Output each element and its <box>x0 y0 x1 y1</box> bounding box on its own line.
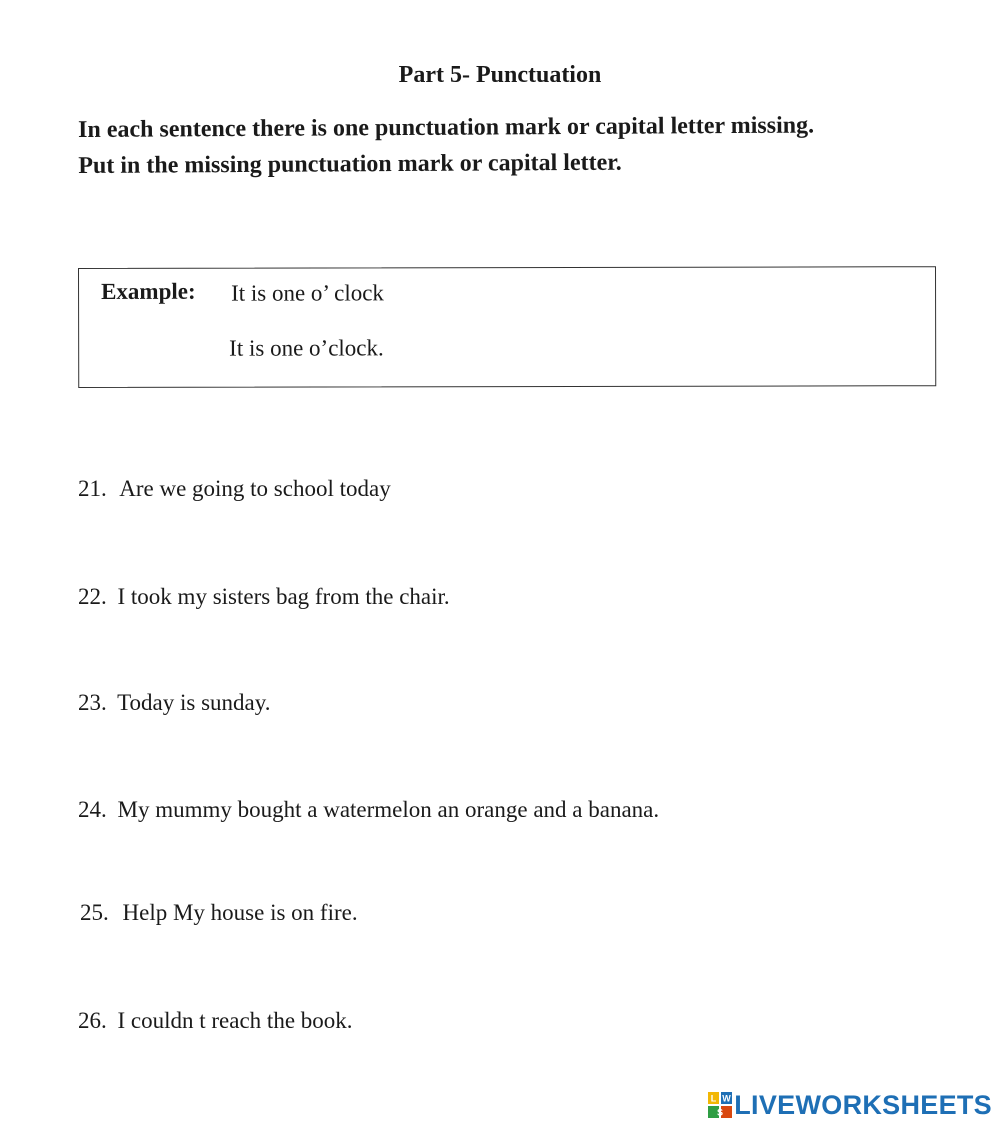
liveworksheets-watermark[interactable] <box>708 1087 992 1123</box>
question-text[interactable]: I took my sisters bag from the chair. <box>117 584 450 609</box>
question-text[interactable]: My mummy bought a watermelon an orange and a banana. <box>117 797 660 822</box>
svg-text:S: S <box>717 1107 724 1118</box>
question-number: 21. <box>78 476 107 501</box>
question-23 <box>78 690 271 716</box>
question-number: 23. <box>78 690 107 715</box>
question-text[interactable]: Today is sunday. <box>117 690 271 715</box>
question-text[interactable]: Help My house is on fire. <box>122 900 358 925</box>
question-21 <box>78 476 391 502</box>
question-number: 26. <box>78 1008 107 1033</box>
example-incorrect-sentence: It is one o’ clock <box>231 280 384 306</box>
question-text[interactable]: Are we going to school today <box>119 476 391 501</box>
question-text[interactable]: I couldn t reach the book. <box>117 1008 353 1033</box>
example-correct-sentence: It is one o’clock. <box>229 335 384 361</box>
liveworksheets-logo-icon <box>708 1092 732 1118</box>
question-26 <box>78 1008 353 1034</box>
question-number: 24. <box>78 797 107 822</box>
question-number: 25. <box>80 900 109 925</box>
question-22 <box>78 584 450 610</box>
question-25 <box>80 900 358 926</box>
svg-text:L: L <box>711 1093 717 1104</box>
example-box <box>78 266 936 388</box>
svg-text:W: W <box>722 1093 732 1104</box>
instructions <box>78 107 958 184</box>
question-number: 22. <box>78 584 107 609</box>
watermark-text: LIVEWORKSHEETS <box>734 1089 992 1120</box>
example-label: Example: <box>101 278 196 304</box>
question-24 <box>78 797 659 823</box>
page-title: Part 5- Punctuation <box>398 62 602 88</box>
instructions-line-1: In each sentence there is one punctuation mark or capital letter missing. <box>78 112 815 143</box>
instructions-line-2: Put in the missing punctuation mark or capital letter. <box>78 149 622 179</box>
